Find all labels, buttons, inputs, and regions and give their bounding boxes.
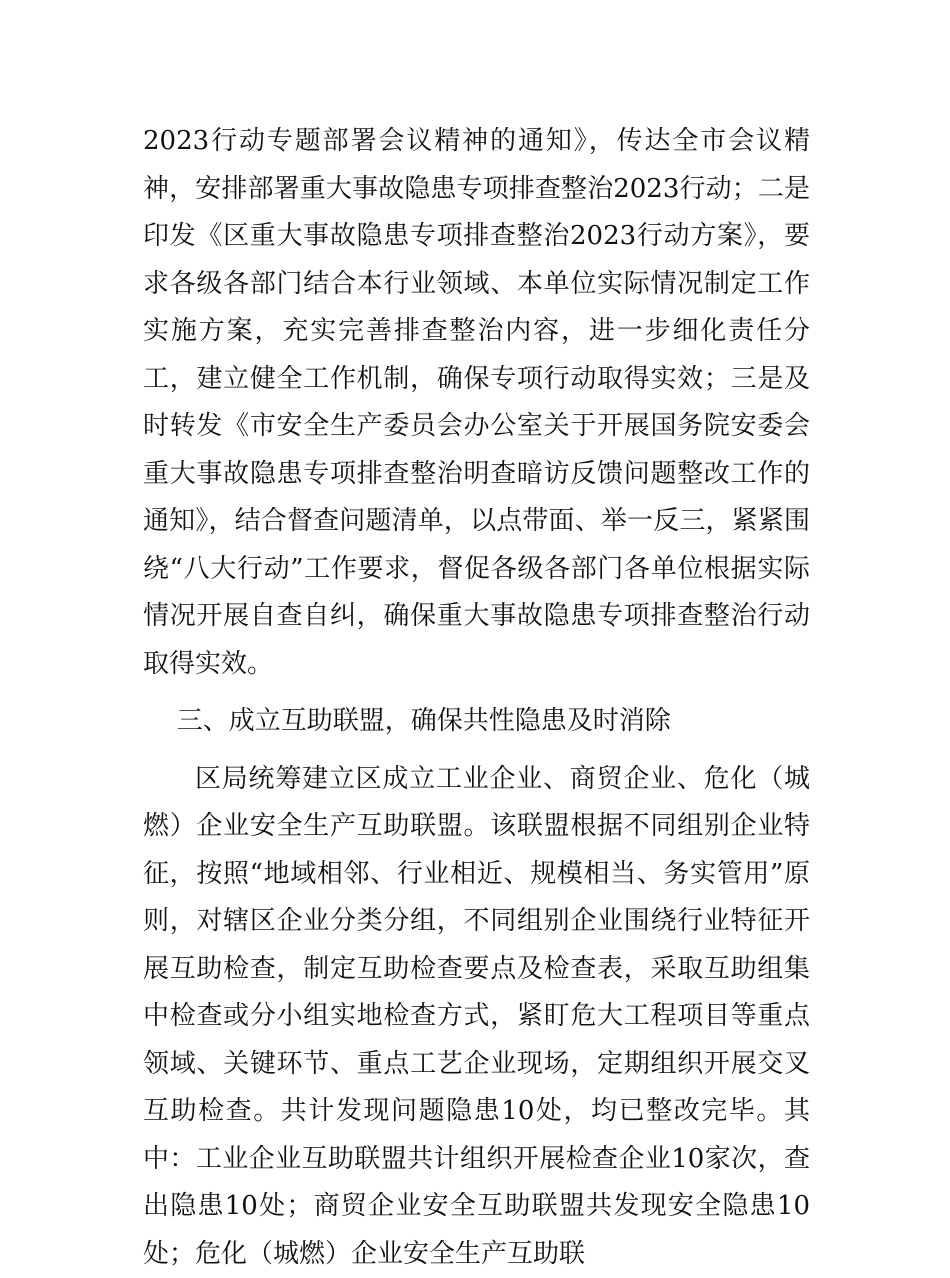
paragraph-continued: 2023行动专题部署会议精神的通知》，传达全市会议精神，安排部署重大事故隐患专项排查整治2023行动；二是印发《区重大事故隐患专项排查整治2023行动方案》，要求各级各部门结合本行业领域、本单位实际情况制定工作实施方案，充实完善排查整治内容，进一步细化责任分工，建立健全工作机制，确保专项行动取得实效；三是及时转发《市安全生产委员会办公室关于开展国务院安委会重大事故隐患专项排查整治明查暗访反馈问题整改工作的通知》，结合督查问题清单，以点带面、举一反三，紧紧围绕“八大行动”工作要求，督促各级各部门各单位根据实际情况开展自查自纠，确保重大事故隐患专项排查整治行动取得实效。 [143, 118, 810, 688]
document-body [143, 118, 810, 1278]
paragraph-mutual-aid-alliance: 区局统筹建立区成立工业企业、商贸企业、危化（城燃）企业安全生产互助联盟。该联盟根据不同组别企业特征，按照“地域相邻、行业相近、规模相当、务实管用”原则，对辖区企业分类分组，不同组别企业围绕行业特征开展互助检查，制定互助检查要点及检查表，采取互助组集中检查或分小组实地检查方式，紧盯危大工程项目等重点领域、关键环节、重点工艺企业现场，定期组织开展交叉互助检查。共计发现问题隐患10处，均已整改完毕。其中：工业企业互助联盟共计组织开展检查企业10家次，查出隐患10处；商贸企业安全互助联盟共发现安全隐患10处；危化（城燃）企业安全生产互助联 [143, 756, 810, 1278]
section-heading-3: 三、成立互助联盟，确保共性隐患及时消除 [143, 698, 810, 746]
